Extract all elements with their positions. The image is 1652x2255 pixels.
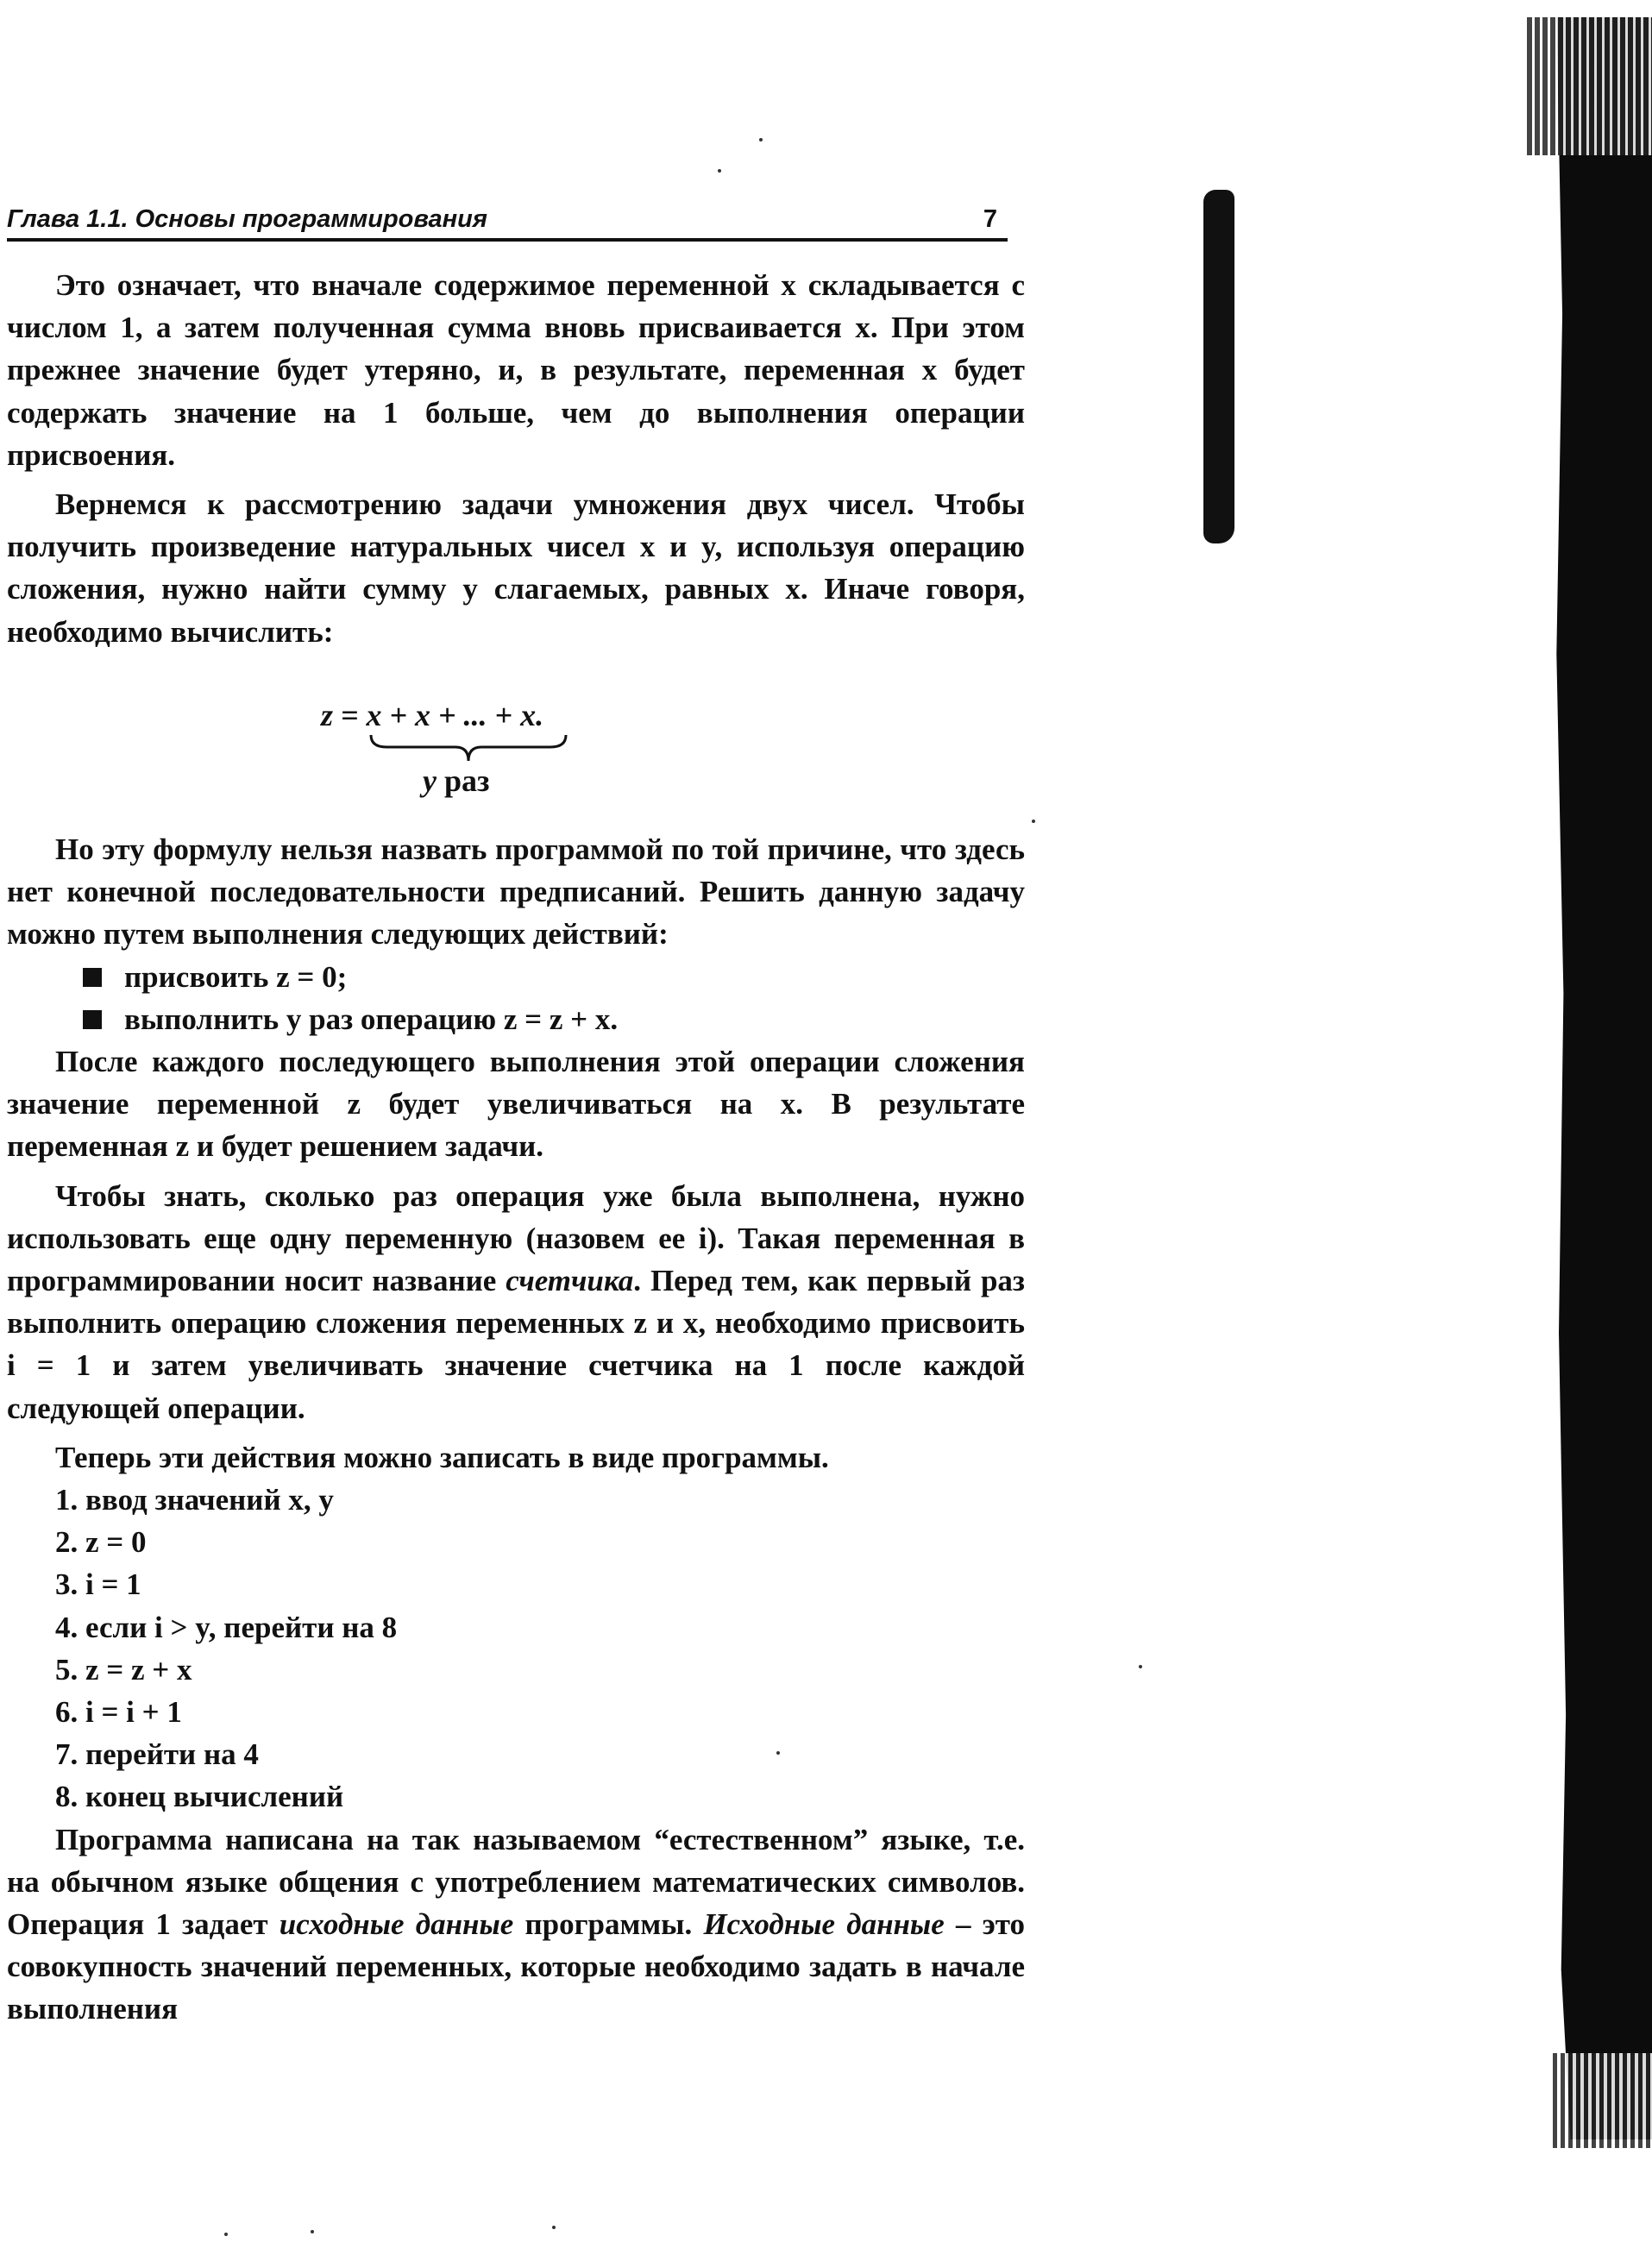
scan-edge-noise-top [1527, 17, 1652, 155]
formula-under-word: раз [443, 763, 490, 798]
sum-formula [311, 697, 656, 801]
scan-page-edge-shadow [1536, 17, 1652, 2139]
program-step: 6. i = i + 1 [55, 1695, 182, 1730]
program-steps [7, 1479, 1025, 1818]
formula-underbrace-label [423, 763, 489, 799]
scan-ink-mark [1203, 190, 1234, 543]
program-step: 3. i = 1 [55, 1567, 141, 1602]
page-number: 7 [983, 205, 997, 233]
program-step: 8. конец вычислений [55, 1780, 344, 1814]
program-step: 7. перейти на 4 [55, 1737, 259, 1772]
term-initial-data: исходные данные [279, 1907, 514, 1942]
list-item: выполнить y раз операцию z = z + x. [7, 998, 1025, 1040]
program-step: 1. ввод значений x, y [55, 1483, 334, 1517]
paragraph-program-intro: Теперь эти действия можно записать в виде программы. [55, 1440, 829, 1474]
scan-speck [776, 1751, 780, 1755]
chapter-title: Глава 1.1. Основы программирования [7, 205, 487, 233]
underbrace [369, 733, 568, 764]
paragraph-assignment-explanation: Это означает, что вначале содержимое переменной x складывается с числом 1, а затем полученная сумма вновь присваивается x. При этом прежнее значение будет утеряно, и, в результате, переменная x будет содержать значение на 1 больше, чем до выполнения операции присвоения. [7, 268, 1025, 472]
text-block-top [7, 264, 1025, 653]
formula-under-var: y [423, 763, 437, 798]
running-head [7, 204, 1008, 242]
scan-edge-noise-bottom [1553, 2053, 1652, 2148]
program-step: 4. если i > y, перейти на 8 [55, 1610, 398, 1644]
scan-speck [311, 2230, 314, 2233]
bullet-square-icon [83, 1010, 102, 1029]
term-counter: счетчика [506, 1264, 634, 1298]
paragraph-counter: Чтобы знать, сколько раз операция уже была выполнена, нужно использовать еще одну переменную (назовем ее i). Такая переменная в программировании носит название счетчика. Перед тем, как первый раз выполнить операцию сложения переменных z и x, необходимо присвоить i = 1 и затем увеличивать значение счетчика на 1 после каждой следующей операции. [7, 1178, 1026, 1425]
paragraph-multiplication-task: Вернемся к рассмотрению задачи умножения двух чисел. Чтобы получить произведение натуральных чисел x и y, используя операцию сложения, нужно найти сумму y слагаемых, равных x. Иначе говоря, необходимо вычислить: [7, 487, 1025, 649]
action-list [7, 956, 1025, 1040]
paragraph-natural-language: Программа написана на так называемом “естественном” языке, т.е. на обычном языке общения с употреблением математических символов. Операция 1 задает исходные данные программы. Исходные данные – это совокупность значений переменных, которые необходимо задать в начале выполнения [7, 1822, 1026, 2026]
scan-speck [1032, 820, 1035, 823]
scan-speck [1139, 1665, 1142, 1668]
text-block-main [7, 828, 1025, 2031]
scan-speck [759, 138, 763, 141]
scan-speck [224, 2233, 228, 2236]
paragraph-not-a-program: Но эту формулу нельзя назвать программой по той причине, что здесь нет конечной последовательности предписаний. Решить данную задачу можно путем выполнения следующих действий: [7, 832, 1025, 952]
formula-expression: z = x + x + ... + x. [321, 698, 544, 732]
list-item: присвоить z = 0; [7, 956, 1025, 998]
program-step: 2. z = 0 [55, 1525, 147, 1560]
bullet-square-icon [83, 968, 102, 987]
program-step: 5. z = z + x [55, 1652, 192, 1687]
term-initial-data-definition: Исходные данные [703, 1907, 945, 1942]
paragraph-sum-result: После каждого последующего выполнения этой операции сложения значение переменной z будет увеличиваться на x. В результате переменная z и будет решением задачи. [7, 1045, 1025, 1164]
scan-speck [552, 2226, 556, 2229]
scan-speck [718, 169, 721, 173]
